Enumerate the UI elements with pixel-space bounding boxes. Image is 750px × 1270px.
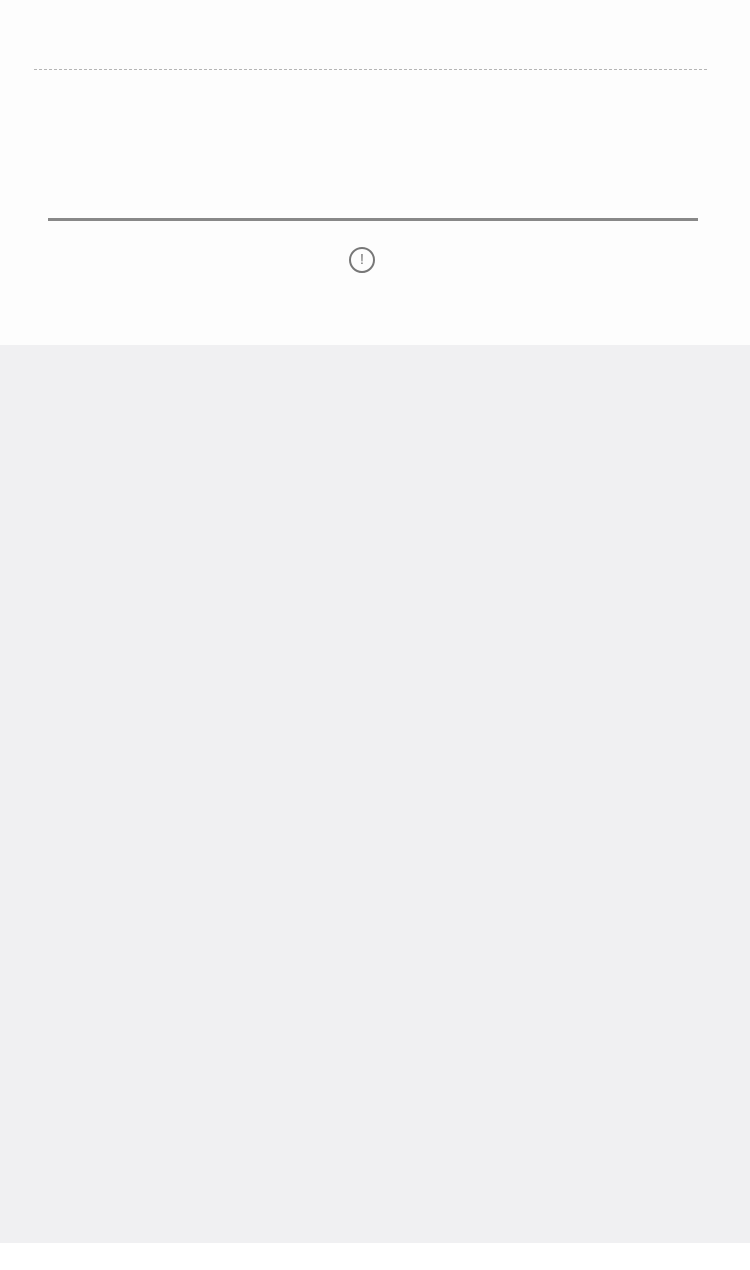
exclamation-icon: !: [349, 247, 375, 273]
